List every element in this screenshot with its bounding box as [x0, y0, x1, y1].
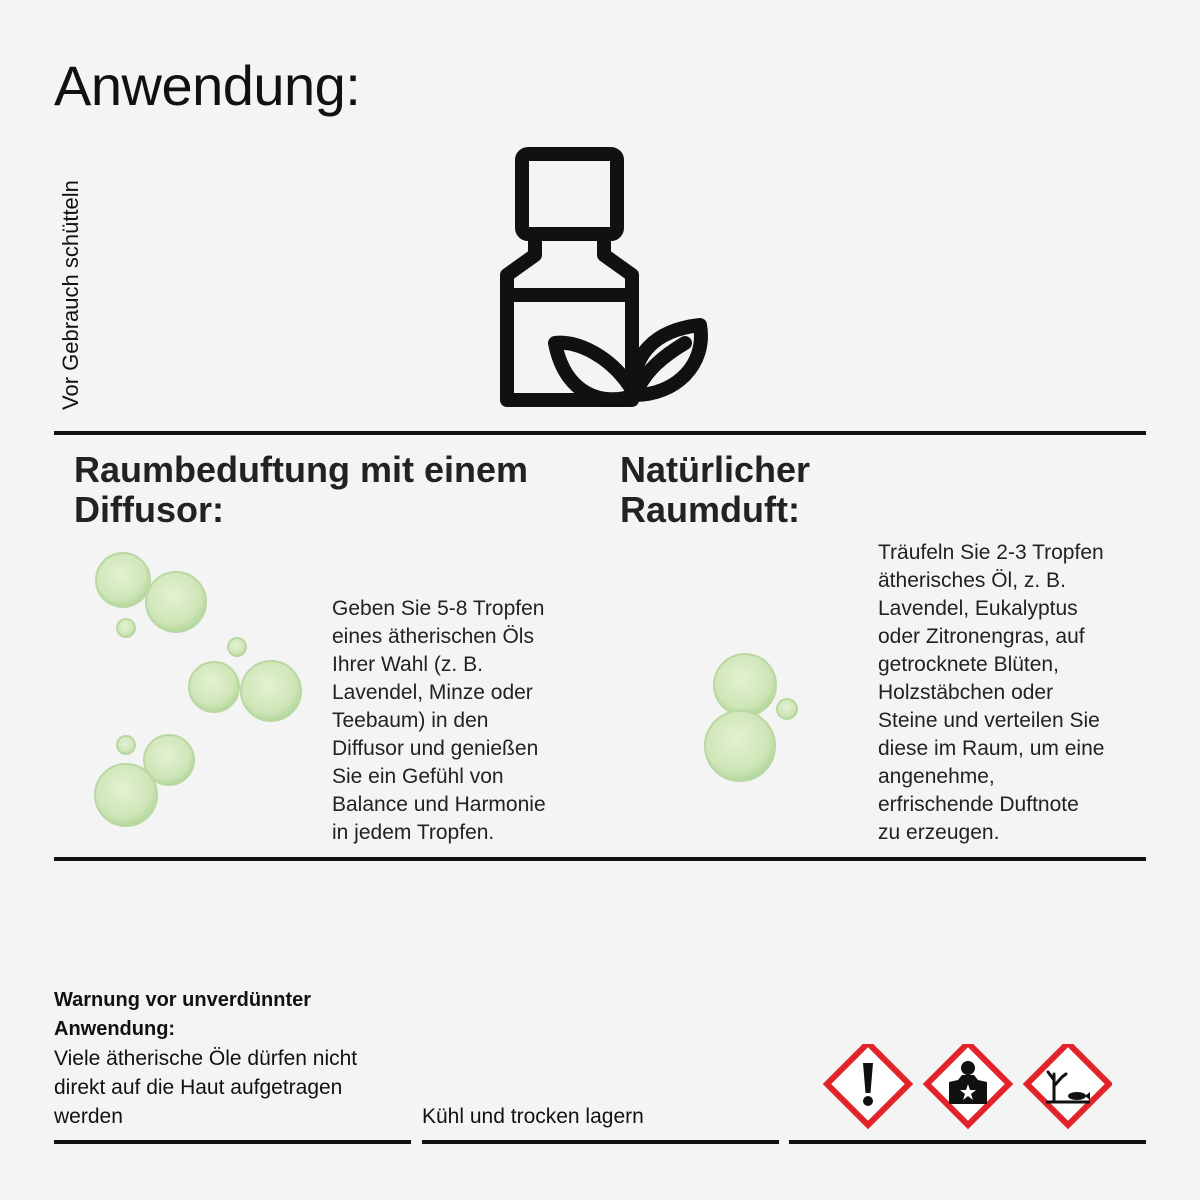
diffuser-heading	[74, 450, 594, 530]
natural-text	[878, 539, 1158, 847]
warning-text-line: werden	[54, 1105, 123, 1128]
essential-oil-bottle-icon	[495, 145, 710, 415]
natural-text-line: Holzstäbchen oder	[878, 681, 1054, 704]
diffuser-text-line: in jedem Tropfen.	[332, 821, 495, 844]
natural-text-line: ätherisches Öl, z. B.	[878, 569, 1066, 592]
diffuser-text	[332, 595, 592, 847]
diffuser-text-line: Geben Sie 5-8 Tropfen	[332, 597, 545, 620]
warning-title-line2: Anwendung:	[54, 1018, 176, 1040]
diffuser-heading-line1: Raumbeduftung mit einem	[74, 449, 529, 490]
shake-before-use-note: Vor Gebrauch schütteln	[58, 180, 83, 410]
divider-bottom-right	[789, 1140, 1146, 1144]
natural-text-line: diese im Raum, um eine	[878, 737, 1105, 760]
warning-block	[54, 986, 414, 1131]
diffuser-text-line: Teebaum) in den	[332, 709, 489, 732]
natural-heading	[620, 450, 1120, 530]
diffuser-heading-line2: Diffusor:	[74, 489, 224, 530]
exclamation-mark-hazard-icon	[827, 1044, 909, 1125]
diffuser-text-line: Balance und Harmonie	[332, 793, 546, 816]
natural-text-line: erfrischende Duftnote	[878, 793, 1079, 816]
diffuser-text-line: Sie ein Gefühl von	[332, 765, 504, 788]
health-hazard-icon	[927, 1044, 1009, 1125]
warning-text-line: direkt auf die Haut aufgetragen	[54, 1076, 343, 1099]
natural-heading-line1: Natürlicher	[620, 449, 811, 490]
divider-middle	[54, 857, 1146, 861]
diffuser-text-line: Lavendel, Minze oder	[332, 681, 533, 704]
storage-note: Kühl und trocken lagern	[422, 1105, 644, 1128]
divider-top	[54, 431, 1146, 435]
natural-text-line: zu erzeugen.	[878, 821, 1000, 844]
oil-bubbles-right-icon	[695, 645, 810, 790]
natural-text-line: Träufeln Sie 2-3 Tropfen	[878, 541, 1104, 564]
natural-heading-line2: Raumduft:	[620, 489, 800, 530]
natural-text-line: Lavendel, Eukalyptus	[878, 597, 1078, 620]
warning-title-line1: Warnung vor unverdünnter	[54, 989, 312, 1011]
divider-bottom-middle	[422, 1140, 779, 1144]
natural-text-line: getrocknete Blüten,	[878, 653, 1059, 676]
hazard-symbols	[822, 1044, 1112, 1134]
environment-hazard-icon	[1027, 1044, 1109, 1125]
divider-bottom-left	[54, 1140, 411, 1144]
diffuser-text-line: Ihrer Wahl (z. B.	[332, 653, 483, 676]
natural-text-line: oder Zitronengras, auf	[878, 625, 1085, 648]
warning-text-line: Viele ätherische Öle dürfen nicht	[54, 1047, 358, 1070]
page-title: Anwendung:	[54, 54, 361, 117]
diffuser-text-line: Diffusor und genießen	[332, 737, 539, 760]
natural-text-line: Steine und verteilen Sie	[878, 709, 1100, 732]
oil-bubbles-left-icon	[85, 548, 315, 838]
natural-text-line: angenehme,	[878, 765, 995, 788]
diffuser-text-line: eines ätherischen Öls	[332, 625, 534, 648]
